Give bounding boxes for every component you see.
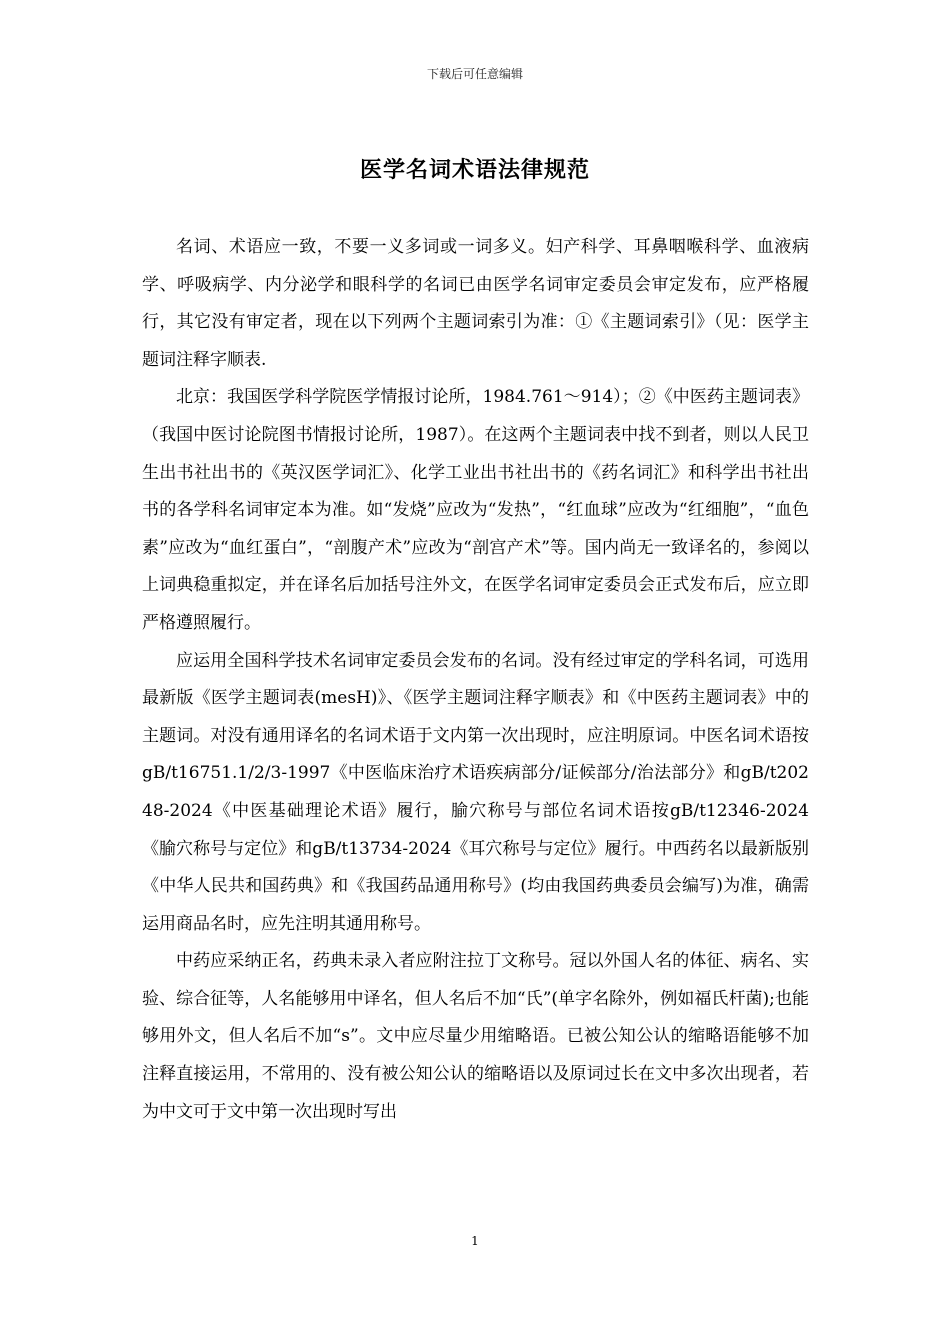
body-paragraph-2: 北京：我国医学科学院医学情报讨论所，1984.761～914）；②《中医药主题词表》（我国中医讨论院图书情报讨论所，1987）。在这两个主题词表中找不到者，则以人民卫生出书社出书的《英汉医学词汇》、化学工业出书社出书的《药名词汇》和科学出书社出书的各学科名词审定本为准。如“发烧”应改为“发热”，“红血球”应改为“红细胞”，“血色素”应改为“血红蛋白”，“剖腹产术”应改为“剖宫产术”等。国内尚无一致译名的，参阅以上词典稳重拟定，并在译名后加括号注外文，在医学名词审定委员会正式发布后，应立即严格遵照履行。	[142, 387, 809, 633]
document-body	[142, 229, 809, 1131]
body-paragraph-1: 名词、术语应一致，不要一义多词或一词多义。妇产科学、耳鼻咽喉科学、血液病学、呼吸病学、内分泌学和眼科学的名词已由医学名词审定委员会审定发布，应严格履行，其它没有审定者，现在以下列两个主题词索引为准：①《主题词索引》（见：医学主题词注释字顺表.	[142, 237, 809, 370]
body-paragraph-4: 中药应采纳正名，药典未录入者应附注拉丁文称号。冠以外国人名的体征、病名、实验、综合征等，人名能够用中译名，但人名后不加“氏”(单字名除外，例如福氏杆菌);也能够用外文，但人名后不加“s”。文中应尽量少用缩略语。已被公知公认的缩略语能够不加注释直接运用，不常用的、没有被公知公认的缩略语以及原词过长在文中多次出现者，若为中文可于文中第一次出现时写出	[142, 951, 809, 1122]
document-title: 医学名词术语法律规范	[359, 157, 590, 183]
page-header-note: 下载后可任意编辑	[426, 67, 523, 81]
page-number: 1	[471, 1234, 479, 1248]
body-paragraph-3: 应运用全国科学技术名词审定委员会发布的名词。没有经过审定的学科名词，可选用最新版《医学主题词表(mesH)》、《医学主题词注释字顺表》和《中医药主题词表》中的主题词。对没有通用译名的名词术语于文内第一次出现时，应注明原词。中医名词术语按gB/t16751.1/2/3-1997《中医临床治疗术语疾病部分/证候部分/治法部分》和gB/t20248-2024《中医基础理论术语》履行，腧穴称号与部位名词术语按gB/t12346-2024《腧穴称号与定位》和gB/t13734-2024《耳穴称号与定位》履行。中西药名以最新版别《中华人民共和国药典》和《我国药品通用称号》(均由我国药典委员会编写)为准，确需运用商品名时，应先注明其通用称号。	[142, 650, 809, 934]
